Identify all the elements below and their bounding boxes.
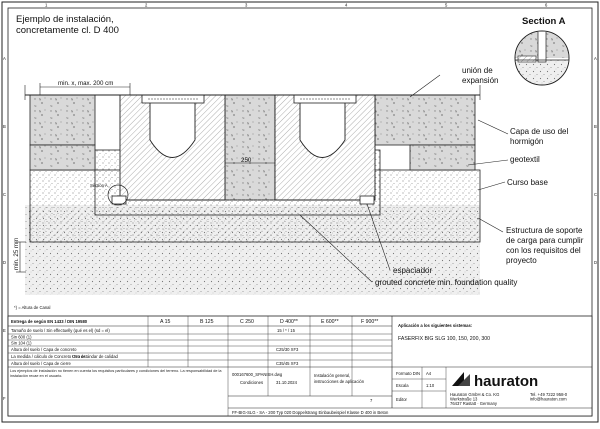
label-union: expansión bbox=[462, 76, 499, 85]
border-number-top: 2 bbox=[145, 2, 148, 8]
standard-label: Entrega de según EN 1433 / DIN 19580 bbox=[11, 319, 88, 324]
class-e600: E 600** bbox=[321, 319, 339, 325]
depth-dimension: min. 25 mm bbox=[13, 237, 20, 270]
border-number-top: 4 bbox=[345, 2, 348, 8]
border-letter-side: C bbox=[594, 192, 598, 197]
border-letter-side: A bbox=[594, 56, 597, 61]
label-capa: Capa de uso del bbox=[510, 127, 569, 136]
company-line: Hauraton GmbH & Co. KG bbox=[450, 392, 500, 397]
label-espaciador: espaciador bbox=[393, 266, 433, 275]
label-estructura: Estructura de soporte bbox=[506, 226, 583, 235]
drawing-subtitle: concretamente cl. D 400 bbox=[16, 25, 119, 36]
border-letter-side: F bbox=[3, 396, 6, 401]
border-letter-side: A bbox=[3, 56, 6, 61]
table-row-label: Altura del suelo / Capa de cierre bbox=[11, 361, 71, 366]
company-line: info@hauraton.com bbox=[530, 396, 567, 402]
cross-section bbox=[25, 85, 480, 295]
editor-label: Editor bbox=[396, 397, 407, 402]
label-capa: hormigón bbox=[510, 137, 544, 146]
d400-value: C35/45 XF3 bbox=[276, 361, 299, 366]
table-row-label: Altura del suelo / Capa de concreto bbox=[11, 347, 77, 352]
section-a-title: Section A bbox=[522, 16, 566, 27]
company-line: 76437 Rastatt · Germany bbox=[450, 401, 498, 406]
d400-value: C25/30 XF3 bbox=[276, 347, 299, 352]
company-line: Werkstraße 13 bbox=[450, 396, 478, 402]
class-d400: D 400** bbox=[280, 319, 298, 325]
install-text: Instalación general, bbox=[314, 373, 351, 378]
scale-value: 1:10 bbox=[426, 383, 435, 388]
doc-number: 000167600_SPANISH.dwg bbox=[232, 372, 283, 377]
border-letter-side: D bbox=[594, 260, 598, 265]
d400-value: 15 / * / 15 bbox=[277, 328, 295, 333]
label-geotextil: geotextil bbox=[510, 155, 540, 164]
title-block bbox=[8, 316, 592, 416]
border-letter-side: E bbox=[3, 328, 6, 333]
scale-label: Escala bbox=[396, 383, 409, 388]
drawing-title: Ejemplo de instalación, bbox=[16, 14, 114, 25]
spacing-dimension: 250 bbox=[241, 157, 252, 164]
table-row-label: Sin 104 (1) bbox=[11, 340, 32, 346]
class-c250: C 250 bbox=[240, 319, 254, 325]
label-estructura: proyecto bbox=[506, 256, 537, 265]
table-row-label: Otro estándar de calidad bbox=[72, 354, 118, 359]
section-a-detail bbox=[510, 16, 580, 90]
border-letter-side: B bbox=[594, 124, 597, 129]
application-title: Aplicación a los siguientes sistemas: bbox=[398, 323, 473, 328]
label-union: unión de bbox=[462, 66, 493, 75]
drawing-date: 31.10.2024 bbox=[276, 380, 297, 385]
border-letter-side: D bbox=[3, 260, 7, 265]
label-estructura: con los requisitos del bbox=[506, 246, 581, 255]
label-curso-base: Curso base bbox=[507, 178, 548, 187]
format-label: Formato DIN bbox=[396, 371, 420, 376]
conditions-label: Condiciones bbox=[240, 380, 264, 385]
border-letter-side: C bbox=[3, 192, 7, 197]
brand-name: hauraton bbox=[474, 373, 539, 390]
class-f900: F 900** bbox=[361, 319, 379, 325]
install-text: instrucciones de aplicación bbox=[314, 379, 365, 384]
products-list: FASERFIX BIG SLG 100, 150, 200, 300 bbox=[398, 336, 490, 342]
class-a15: A 15 bbox=[160, 319, 171, 325]
company-line: Tel. +49 7222 958-0 bbox=[530, 392, 568, 397]
border-number-top: 6 bbox=[545, 2, 548, 8]
table-row-label: Tamaño de suelo / Sin effectuelly (qué es el) (sd = el) bbox=[11, 328, 110, 333]
border-number-top: 1 bbox=[45, 2, 48, 8]
format-value: A4 bbox=[426, 371, 432, 376]
border-letter-side: B bbox=[3, 124, 6, 129]
section-a-marker-label: Section A bbox=[90, 183, 108, 188]
label-estructura: de carga para cumplir bbox=[506, 236, 584, 245]
span-dimension: min. x, max. 200 cm bbox=[58, 80, 114, 87]
revision-number: 7 bbox=[370, 398, 373, 403]
class-b125: B 125 bbox=[200, 319, 214, 325]
label-grouted: grouted concrete min. foundation quality bbox=[375, 278, 518, 287]
footnote: *) = Altura de Canal bbox=[14, 305, 51, 310]
border-number-top: 3 bbox=[245, 2, 248, 8]
table-row-label: La medida / cálculo de Concreto Uso de bbox=[11, 354, 86, 359]
notes-text: Los ejemplos de instalación no tienen en cuenta los requisitos particulares y condiciones del terreno. La responsabilidad de la instalación recae en el usuario. bbox=[10, 369, 222, 378]
footer-code: FF-BIG-SLG - SA - 200 Typ 020 Doppelstrang Einbaubeispiel Klasse D 400 in Beton bbox=[232, 410, 389, 415]
table-row-label: Sin 600 (1) bbox=[11, 334, 32, 340]
border-number-top: 5 bbox=[445, 2, 448, 8]
